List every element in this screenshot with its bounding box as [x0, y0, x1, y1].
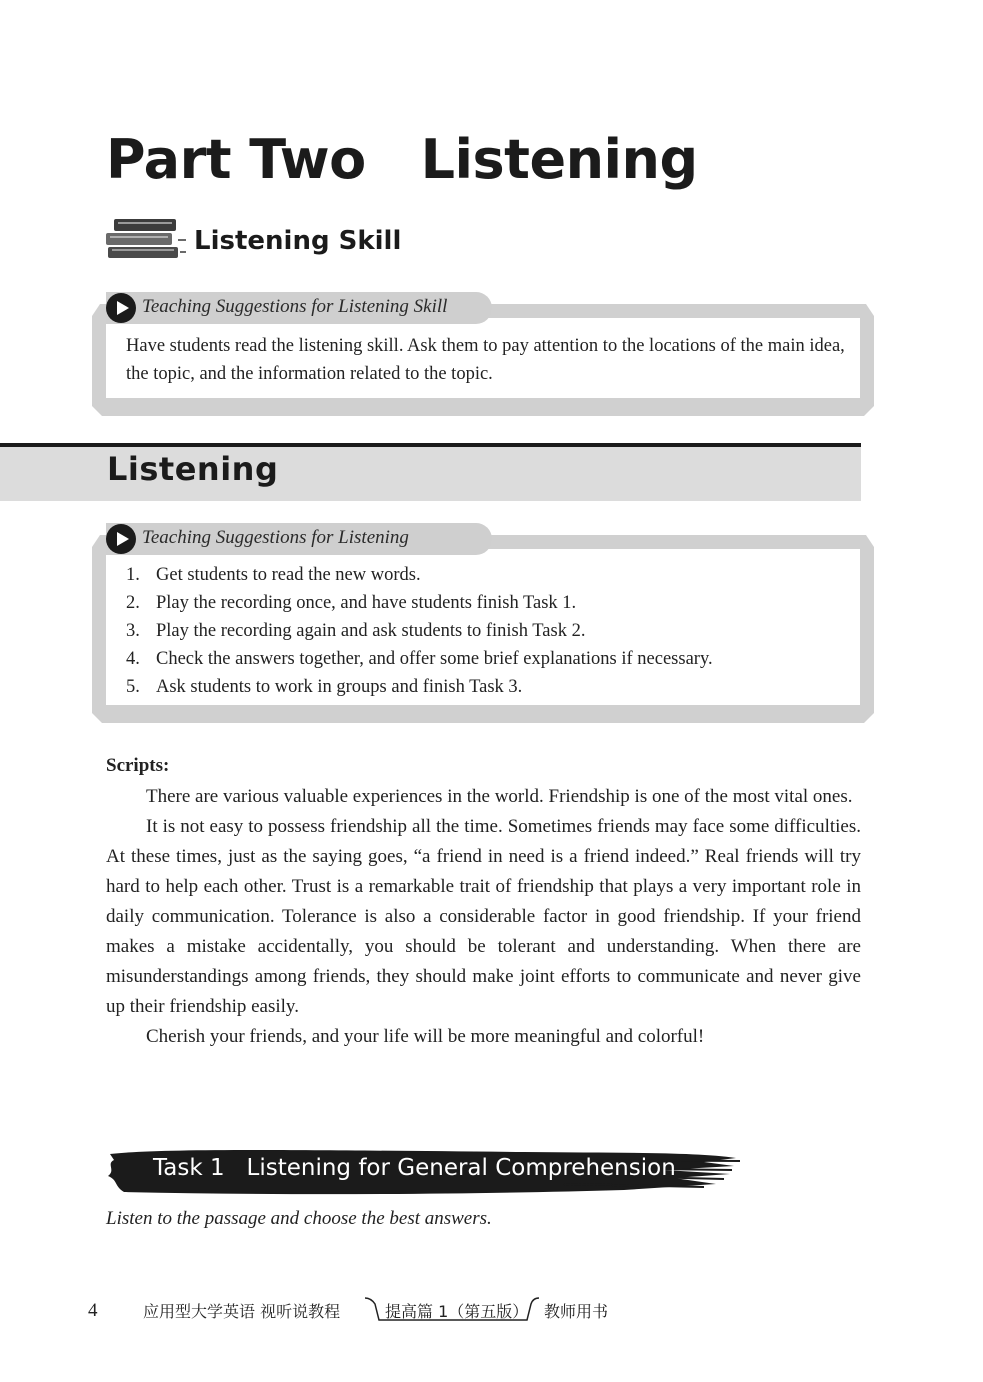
list-item: 5. Ask students to work in groups and finish Task 3. — [126, 677, 523, 697]
part-title: Part Two Listening — [106, 128, 698, 191]
page-number: 4 — [88, 1300, 98, 1321]
footer-suffix: 教师用书 — [544, 1302, 609, 1321]
play-triangle — [117, 532, 129, 546]
list-item: 4. Check the answers together, and offer some brief explanations if necessary. — [126, 649, 713, 669]
list-item: 3. Play the recording again and ask students to finish Task 2. — [126, 621, 586, 641]
listening-skill-heading: Listening Skill — [194, 226, 402, 256]
tab-label: Teaching Suggestions for Listening Skill — [142, 296, 448, 317]
listening-suggestion-box — [92, 523, 874, 723]
scripts-body — [106, 782, 861, 1052]
scripts-label: Scripts: — [106, 755, 170, 776]
footer-book-title: 应用型大学英语 视听说教程 — [143, 1302, 341, 1321]
listening-skill-text: Have students read the listening skill. Ask them to pay attention to the locations of the main idea, the topic, and the information related to the topic. — [126, 336, 845, 384]
list-item: 1. Get students to read the new words. — [126, 565, 421, 585]
play-triangle — [117, 301, 129, 315]
listening-skill-suggestion-box — [92, 292, 874, 416]
script-paragraph: There are various valuable experiences in the world. Friendship is one of the most vital ones. — [146, 786, 853, 807]
footer-edition: 提高篇 1（第五版） — [385, 1302, 529, 1321]
task-1-instruction: Listen to the passage and choose the best answers. — [106, 1208, 492, 1229]
listening-steps — [126, 561, 850, 701]
script-paragraph: Cherish your friends, and your life will be more meaningful and colorful! — [146, 1026, 705, 1047]
tab-label: Teaching Suggestions for Listening — [142, 527, 409, 548]
script-paragraph: It is not easy to possess friendship all the time. Sometimes friends may face some difficulties. At these times, just as the saying goes, “a friend in need is a friend indeed.” Real friends will try hard to help each other. Trust is a remarkable trait of friendship that plays a very important role in daily communication. Tolerance is also a considerable factor in good friendship. If your friend makes a mistake accidentally, you should be tolerant and understanding. When there are misunderstandings among friends, they should make joint efforts to communicate and never give up their friendship easily. — [106, 816, 861, 1017]
list-item: 2. Play the recording once, and have students finish Task 1. — [126, 593, 577, 613]
task-1-title: Task 1 Listening for General Comprehension — [153, 1155, 676, 1181]
books-icon — [104, 213, 188, 261]
listening-heading: Listening — [107, 450, 279, 488]
